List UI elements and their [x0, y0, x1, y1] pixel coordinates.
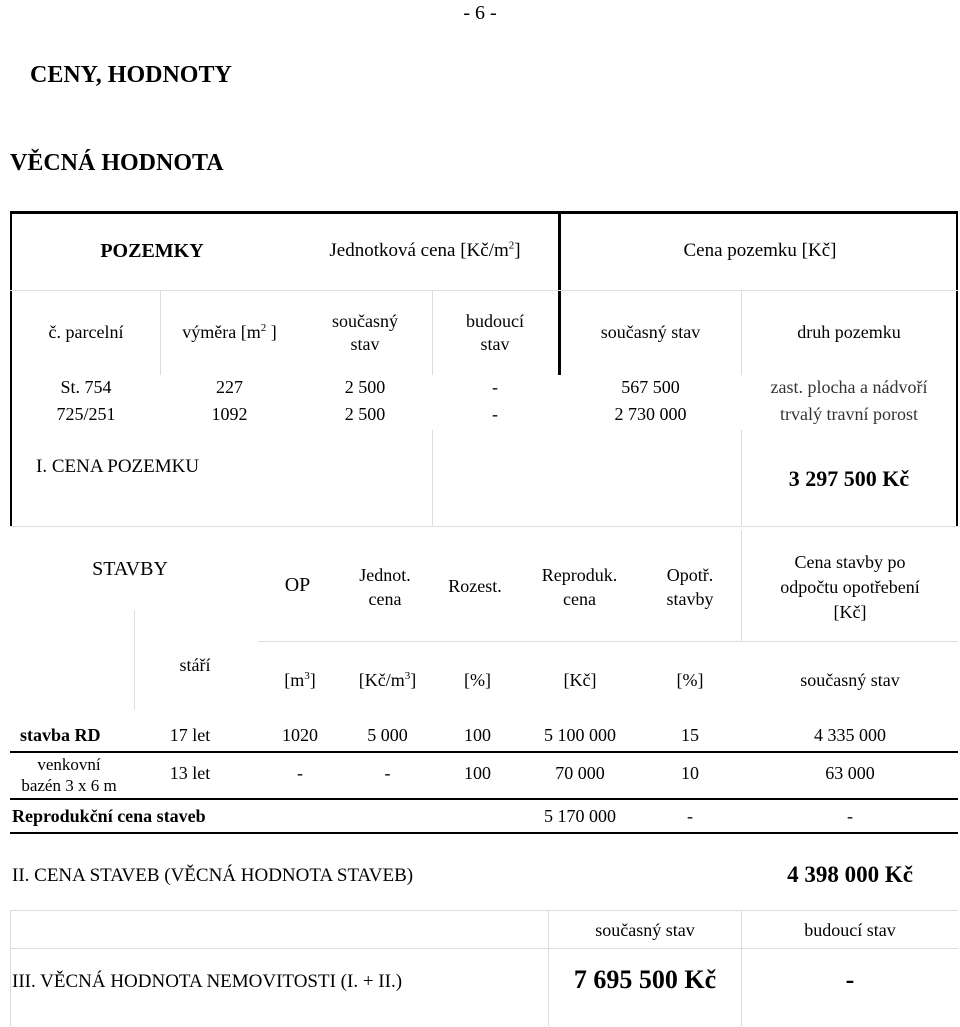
- cell-parcel: 725/251: [56, 404, 116, 424]
- repro-total-wear: -: [687, 806, 693, 826]
- cell-wear: 15: [681, 725, 699, 745]
- cell-current: 2 500: [344, 404, 386, 424]
- col-parcel: č. parcelní: [48, 322, 124, 342]
- heading-vecna-hodnota: VĚCNÁ HODNOTA: [10, 150, 224, 176]
- col-future: budoucí stav: [466, 311, 524, 354]
- cell-parcel: St. 754: [60, 377, 112, 397]
- col-repro: Reproduk. cena: [541, 565, 618, 609]
- col-wear: Opotř. stavby: [666, 565, 714, 609]
- col-area: výměra [$m^2$ ]: [182, 322, 277, 342]
- stavby-total-label: II. CENA STAVEB (VĚCNÁ HODNOTA STAVEB): [12, 865, 414, 886]
- cell-wear: 10: [681, 763, 699, 783]
- cell-op: 1020: [282, 725, 318, 745]
- cell-current: 2 500: [344, 377, 386, 397]
- unit-repro: [Kč]: [563, 670, 597, 690]
- cell-unit: -: [384, 763, 391, 783]
- cell-repro: 5 100 000: [544, 725, 616, 745]
- pozemky-total-label: I. CENA POZEMKU: [36, 456, 200, 477]
- col-current-price: současný stav: [600, 322, 701, 342]
- cell-type: zast. plocha a nádvoří: [770, 377, 928, 397]
- summary-future-value: -: [845, 965, 855, 994]
- cell-type: trvalý travní porost: [780, 404, 918, 424]
- col-unit-price: Jednot. cena: [359, 565, 411, 609]
- cell-op: -: [297, 763, 303, 783]
- col-land-type: druh pozemku: [797, 322, 901, 342]
- cell-future: -: [492, 404, 498, 424]
- cell-rozest: 100: [464, 763, 491, 783]
- unit-price-header: Jednotková cena $[Kč/m^2]$: [329, 239, 521, 261]
- unit-op: $[m^3]$: [284, 670, 316, 690]
- summary-future-label: budoucí stav: [804, 920, 896, 940]
- unit-price: $[Kč/m^3]$: [358, 670, 417, 690]
- cell-area: 1092: [211, 404, 248, 424]
- cell-final: 4 335 000: [814, 725, 886, 745]
- row-divider: [10, 798, 958, 800]
- unit-final: současný stav: [800, 670, 900, 690]
- land-price-header: Cena pozemku [Kč]: [683, 240, 837, 261]
- cell-future: -: [492, 377, 498, 397]
- col-rozest: Rozest.: [448, 576, 502, 596]
- unit-rozest: [%]: [464, 670, 491, 690]
- col-final: Cena stavby po odpočtu opotřebení [Kč]: [780, 552, 920, 622]
- stavby-total-value: 4 398 000 Kč: [787, 862, 913, 887]
- cell-name: stavba RD: [20, 725, 101, 745]
- repro-total-value: 5 170 000: [544, 806, 616, 826]
- col-op: OP: [284, 574, 311, 596]
- heading-ceny-hodnoty: CENY, HODNOTY: [30, 62, 232, 88]
- cell-price: 2 730 000: [614, 404, 687, 424]
- cell-rozest: 100: [464, 725, 491, 745]
- cell-final: 63 000: [825, 763, 875, 783]
- row-divider: [10, 751, 958, 753]
- cell-price: 567 500: [621, 377, 680, 397]
- cell-unit: 5 000: [367, 725, 408, 745]
- stavby-title: STAVBY: [92, 558, 168, 580]
- col-current: současný stav: [332, 311, 398, 354]
- pozemky-total-value: 3 297 500 Kč: [788, 466, 910, 491]
- page-number: - 6 -: [463, 2, 497, 24]
- pozemky-title: POZEMKY: [100, 240, 204, 262]
- cell-name: venkovní bazén 3 x 6 m: [21, 755, 117, 795]
- cell-age: 13 let: [169, 763, 211, 783]
- summary-current-label: současný stav: [595, 920, 695, 940]
- cell-area: 227: [216, 377, 243, 397]
- col-age: stáří: [179, 655, 211, 675]
- summary-label: III. VĚCNÁ HODNOTA NEMOVITOSTI (I. + II.): [12, 971, 403, 992]
- cell-age: 17 let: [169, 725, 211, 745]
- row-divider: [10, 832, 958, 834]
- cell-repro: 70 000: [555, 763, 605, 783]
- unit-wear: [%]: [676, 670, 704, 690]
- repro-total-label: Reprodukční cena staveb: [12, 806, 206, 826]
- repro-total-final: -: [847, 806, 853, 826]
- summary-current-value: 7 695 500 Kč: [573, 965, 717, 994]
